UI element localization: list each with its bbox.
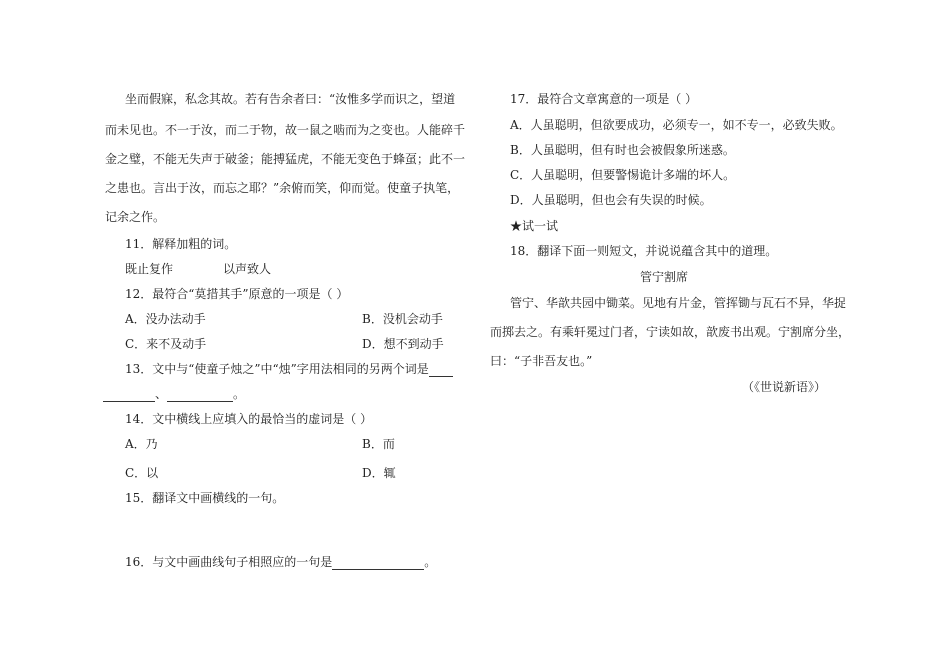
- question-11-prompt: 11．解释加粗的词。: [125, 237, 237, 251]
- answer-blank[interactable]: [103, 389, 155, 402]
- question-15-prompt: 15．翻译文中画横线的一句。: [125, 491, 285, 505]
- section-label: ★试一试: [510, 219, 559, 233]
- short-passage-line-3: 曰：“子非吾友也。”: [490, 354, 593, 368]
- question-17-option-c: C．人虽聪明，但要警惕诡计多端的坏人。: [510, 168, 736, 182]
- short-passage-line-2: 而掷去之。有乘轩冕过门者，宁读如故，歆废书出观。宁割席分坐，: [490, 325, 851, 339]
- question-12-option-d: D．想不到动手: [362, 337, 444, 351]
- question-16-prompt: 16．与文中画曲线句子相照应的一句是: [125, 555, 333, 569]
- question-17-option-a: A．人虽聪明，但欲要成功，必须专一，如不专一，必致失败。: [510, 118, 843, 132]
- question-11-word-1: 既止复作: [125, 262, 174, 276]
- passage-line-5: 记余之作。: [105, 210, 166, 224]
- question-12-option-a: A．没办法动手: [125, 312, 206, 326]
- question-13-blanks: [103, 386, 245, 402]
- answer-blank[interactable]: [332, 557, 424, 570]
- question-12-option-b: B．没机会动手: [362, 312, 443, 326]
- question-16-line: [125, 554, 436, 570]
- passage-line-1: 坐而假寐，私念其故。若有告余者曰：“汝惟多学而识之，望道: [125, 92, 456, 106]
- passage-line-4: 之患也。言出于汝，而忘之耶？”余俯而笑，仰而觉。使童子执笔，: [105, 181, 460, 195]
- question-13-prompt: 13．文中与“使童子烛之”中“烛”字用法相同的另两个词是: [125, 362, 429, 376]
- question-11-word-2: 以声致人: [223, 262, 272, 276]
- question-14-prompt: 14．文中横线上应填入的最恰当的虚词是（ ）: [125, 412, 373, 426]
- answer-blank[interactable]: [429, 364, 453, 377]
- question-12-option-c: C．来不及动手: [125, 337, 207, 351]
- question-17-prompt: 17．最符合文章寓意的一项是（ ）: [510, 92, 698, 106]
- passage-title: 管宁割席: [640, 270, 689, 284]
- passage-source: （《世说新语》）: [742, 380, 827, 394]
- blank-end: 。: [233, 387, 246, 401]
- blank-separator: 、: [155, 387, 168, 401]
- passage-line-3: 金之璧，不能无失声于破釜；能搏猛虎，不能无变色于蜂虿；此不一: [105, 152, 466, 166]
- question-14-option-c: C．以: [125, 466, 159, 480]
- question-17-option-d: D．人虽聪明，但也会有失误的时候。: [510, 193, 712, 207]
- question-17-option-b: B．人虽聪明，但有时也会被假象所迷惑。: [510, 143, 735, 157]
- question-14-option-a: A．乃: [125, 437, 158, 451]
- blank-end: 。: [424, 555, 437, 569]
- question-12-prompt: 12．最符合“莫措其手”原意的一项是（ ）: [125, 287, 349, 301]
- answer-blank[interactable]: [167, 389, 233, 402]
- short-passage-line-1: 管宁、华歆共园中锄菜。见地有片金，管挥锄与瓦石不异，华捉: [510, 296, 847, 310]
- passage-line-2: 而未见也。不一于汝，而二于物，故一鼠之啮而为之变也。人能碎千: [105, 123, 466, 137]
- question-18-prompt: 18．翻译下面一则短文，并说说蕴含其中的道理。: [510, 244, 778, 258]
- question-14-option-b: B．而: [362, 437, 395, 451]
- question-14-option-d: D．辄: [362, 466, 396, 480]
- question-13-line: [125, 361, 453, 377]
